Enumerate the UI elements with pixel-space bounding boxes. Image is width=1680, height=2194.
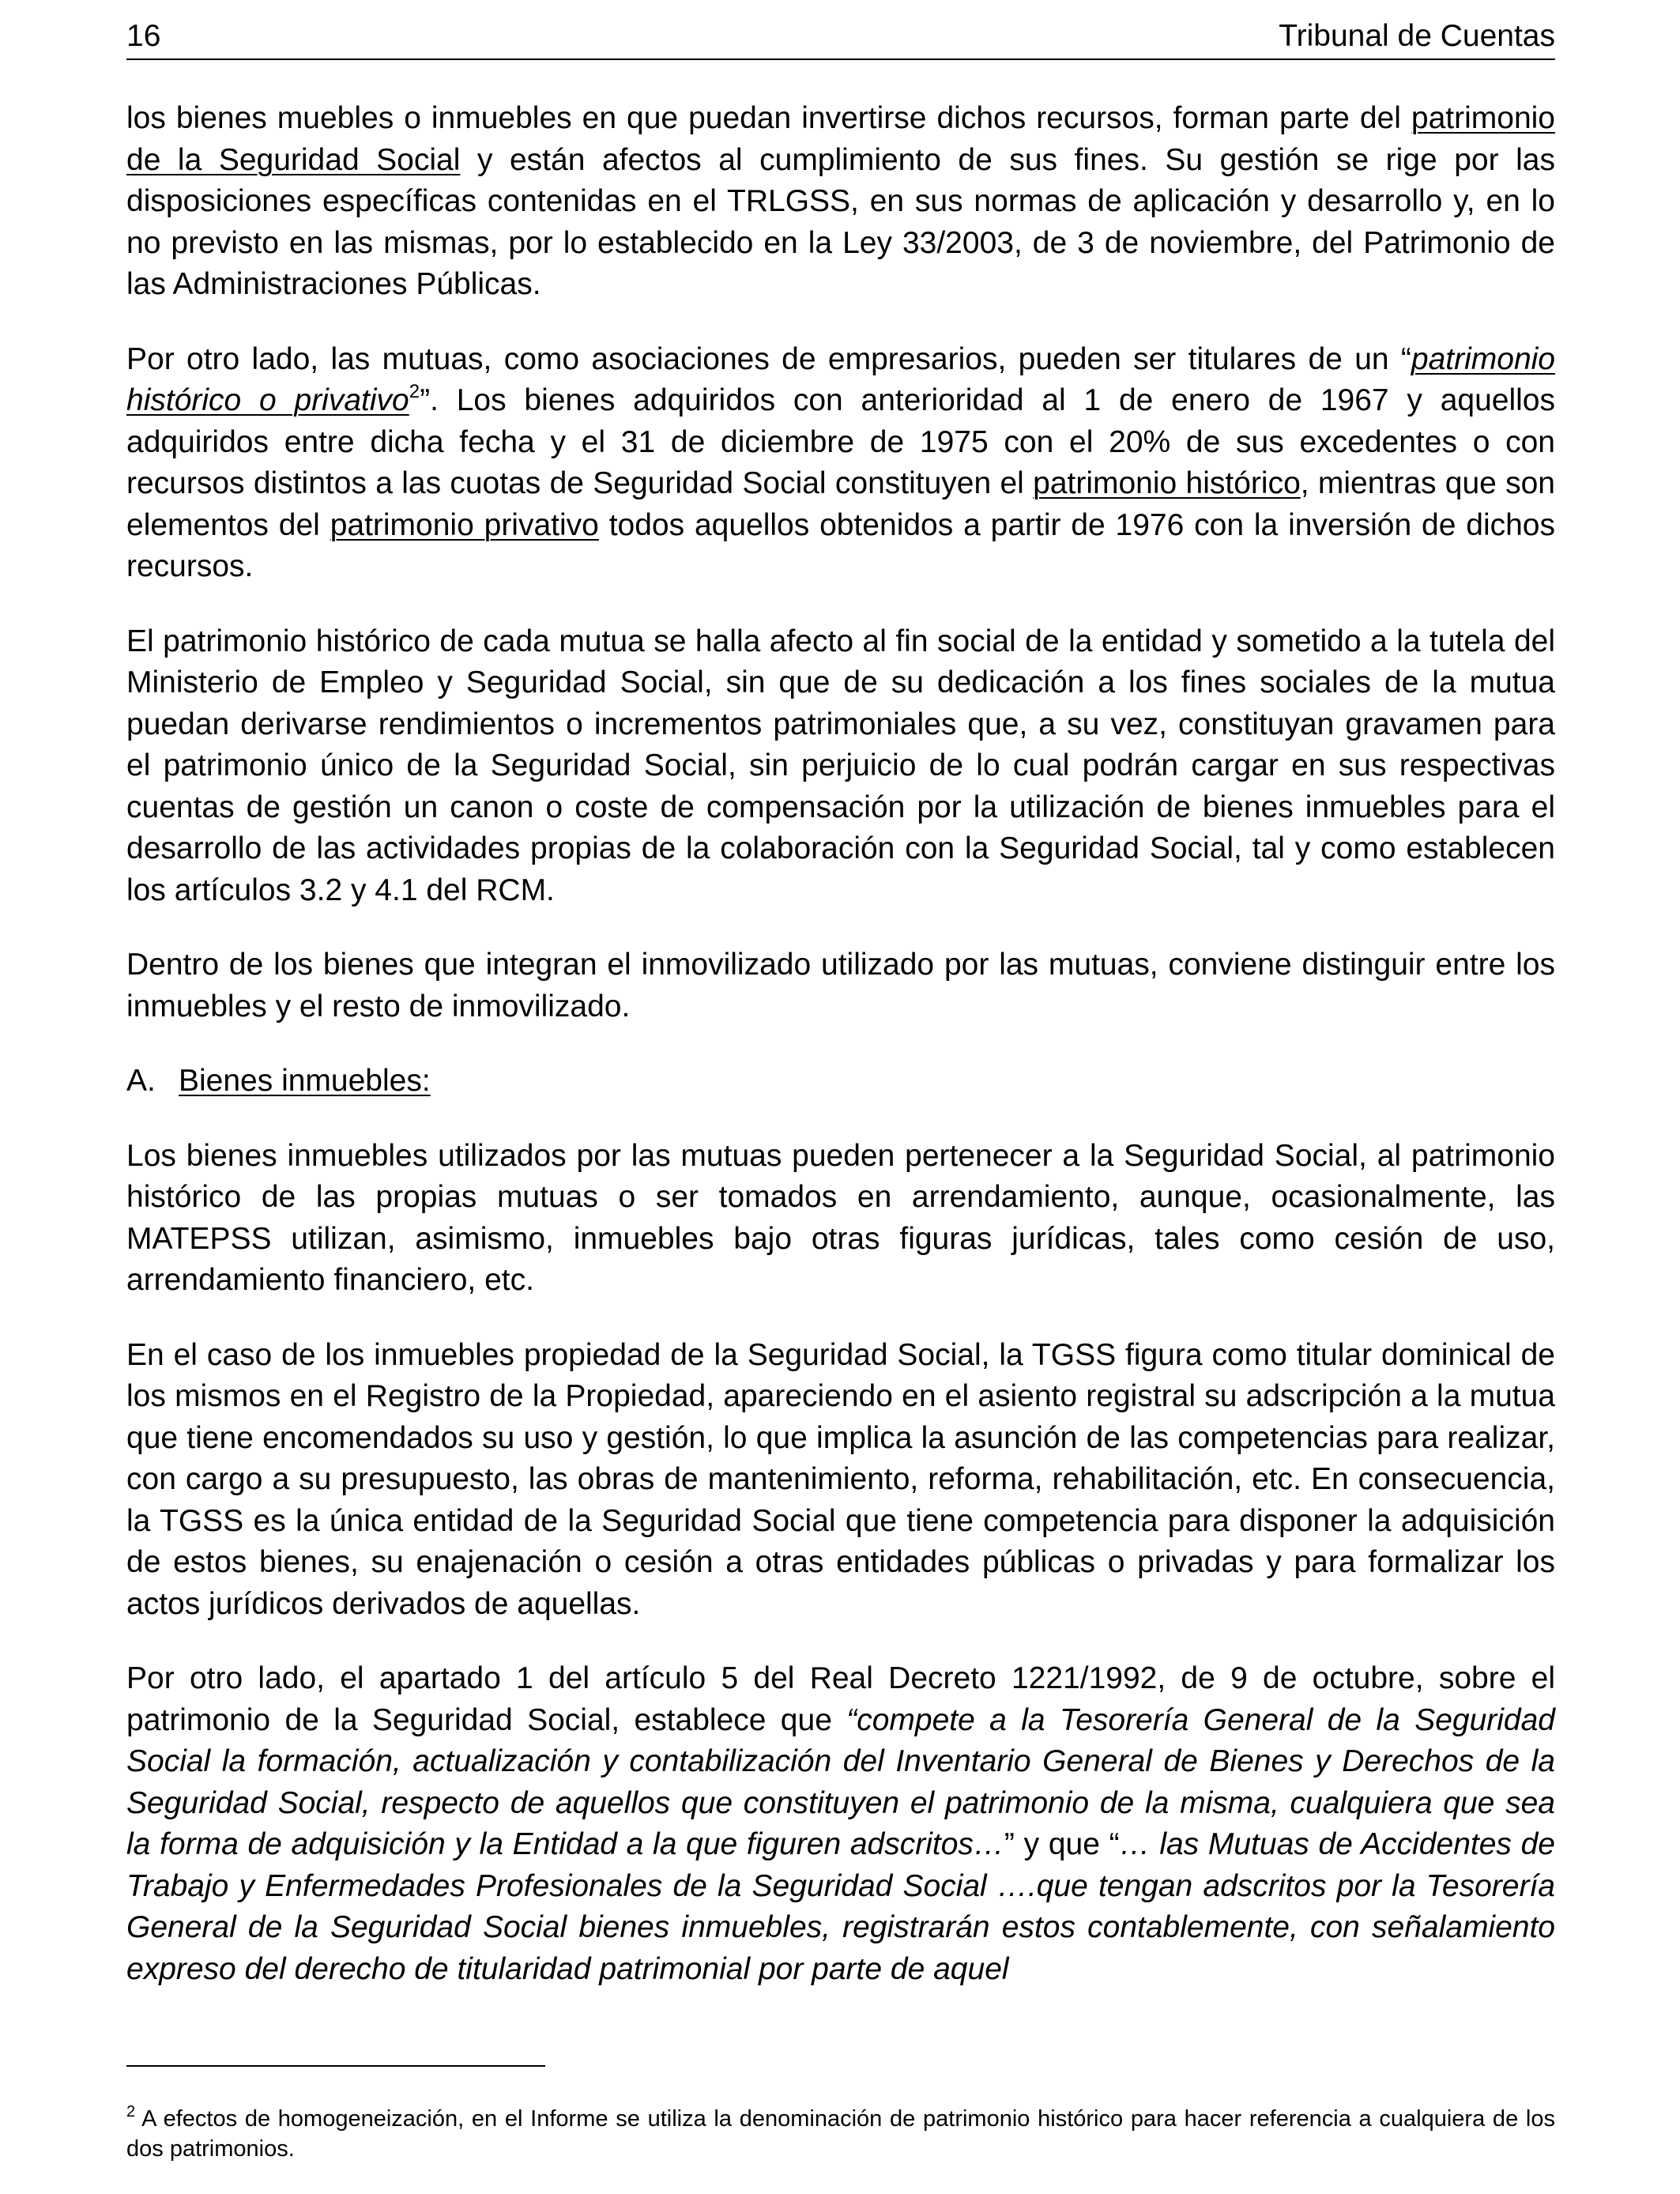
page-header: [126, 14, 1555, 60]
p2-underlined-privativo: patrimonio privativo: [330, 507, 599, 542]
p2-underlined-historico: patrimonio histórico: [1033, 466, 1301, 500]
paragraph-7: [126, 1658, 1555, 1990]
p2-italic-term: patrimonio histórico o privativo: [126, 341, 1555, 417]
p7-text-1: Por otro lado, el apartado 1 del artículo 5 del Real Decreto 1221/1992, de 9 de octubre, sobre el patrimonio de la Seguridad Social, establece que: [126, 1661, 1555, 1737]
footnote-text: A efectos de homogeneización, en el Informe se utiliza la denominación de patrimonio histórico para hacer referencia a cualquiera de los dos patrimonios.: [126, 2106, 1555, 2162]
footnote-reference[interactable]: 2: [409, 381, 420, 402]
p7-text-2: ” y que “: [1004, 1827, 1120, 1861]
p1-underlined-term: patrimonio de la Seguridad Social: [126, 101, 1555, 177]
paragraph-4: Dentro de los bienes que integran el inmovilizado utilizado por las mutuas, conviene distinguir entre los inmuebles y el resto de inmovilizado.: [126, 948, 1555, 1023]
paragraph-2: [126, 339, 1555, 588]
paragraph-5: Los bienes inmuebles utilizados por las mutuas pueden pertenecer a la Seguridad Social, al patrimonio histórico de las propias mutuas o ser tomados en arrendamiento, aunque, ocasionalmente, las MATEPSS utilizan, asimismo, inmuebles bajo otras figuras jurídicas, tales como cesión de uso, arrendamiento financiero, etc.: [126, 1138, 1555, 1297]
p2-text-1: Por otro lado, las mutuas, como asociaciones de empresarios, pueden ser titulares de un “: [126, 341, 1411, 376]
paragraph-3: El patrimonio histórico de cada mutua se halla afecto al fin social de la entidad y sometido a la tutela del Ministerio de Empleo y Seguridad Social, sin que de su dedicación a los fines sociales de la mutua puedan derivarse rendimientos o incrementos patrimoniales que, a su vez, constituyan gravamen para el patrimonio único de la Seguridad Social, sin perjuicio de lo cual podrán cargar en sus respectivas cuentas de gestión un canon o coste de compensación por la utilización de bienes inmuebles para el desarrollo de las actividades propias de la colaboración con la Seguridad Social, tal y como establecen los artículos 3.2 y 4.1 del RCM.: [126, 624, 1555, 907]
p2-text-4: todos aquellos obtenidos a partir de 1976 con la inversión de dichos recursos.: [126, 507, 1555, 583]
footnote-number: 2: [126, 2103, 136, 2120]
paragraph-6: En el caso de los inmuebles propiedad de la Seguridad Social, la TGSS figura como titular dominical de los mismos en el Registro de la Propiedad, apareciendo en el asiento registral su adscripción a la mutua que tiene encomendados su uso y gestión, lo que implica la asunción de las competencias para realizar, con cargo a su presupuesto, las obras de mantenimiento, reforma, rehabilitación, etc. En consecuencia, la TGSS es la única entidad de la Seguridad Social que tiene competencia para disponer la adquisición de estos bienes, su enajenación o cesión a otras entidades públicas o privadas y para formalizar los actos jurídicos derivados de aquellas.: [126, 1337, 1555, 1621]
footnote-separator: [126, 2065, 545, 2067]
paragraph-1: [126, 98, 1555, 306]
p1-text-1: los bienes muebles o inmuebles en que puedan invertirse dichos recursos, forman parte del: [126, 101, 1411, 135]
section-heading-a: [126, 1061, 1555, 1103]
running-title: Tribunal de Cuentas: [1279, 19, 1555, 53]
p7-quote-2: … las Mutuas de Accidentes de Trabajo y Enfermedades Profesionales de la Seguridad Social ….que tengan adscritos por la Tesorería General de la Seguridad Social bienes inmuebles, registrarán estos contablemente, con señalamiento expreso del derecho de titularidad patrimonial por parte de aquel: [126, 1827, 1555, 1986]
section-title: Bienes inmuebles:: [179, 1064, 431, 1098]
p1-text-2: y están afectos al cumplimiento de sus fines. Su gestión se rige por las disposiciones específicas contenidas en el TRLGSS, en sus normas de aplicación y desarrollo y, en lo no previsto en las mismas, por lo establecido en la Ley 33/2003, de 3 de noviembre, del Patrimonio de las Administraciones Públicas.: [126, 142, 1555, 301]
section-letter: A.: [126, 1064, 156, 1098]
p2-text-3: , mientras que son elementos del: [126, 466, 1556, 542]
page-number: 16: [126, 19, 161, 53]
p2-text-2: ”. Los bienes adquiridos con anterioridad al 1 de enero de 1967 y aquellos adquiridos entre dicha fecha y el 31 de diciembre de 1975 con el 20% de sus excedentes o con recursos distintos a las cuotas de Seguridad Social constituyen el: [126, 383, 1555, 500]
body-text: [126, 98, 1555, 2023]
footnote: [126, 2104, 1555, 2164]
p7-quote-1: “compete a la Tesorería General de la Seguridad Social la formación, actualización y contabilización del Inventario General de Bienes y Derechos de la Seguridad Social, respecto de aquellos que constituyen el patrimonio de la misma, cualquiera que sea la forma de adquisición y la Entidad a la que figuren adscritos…: [126, 1702, 1555, 1861]
